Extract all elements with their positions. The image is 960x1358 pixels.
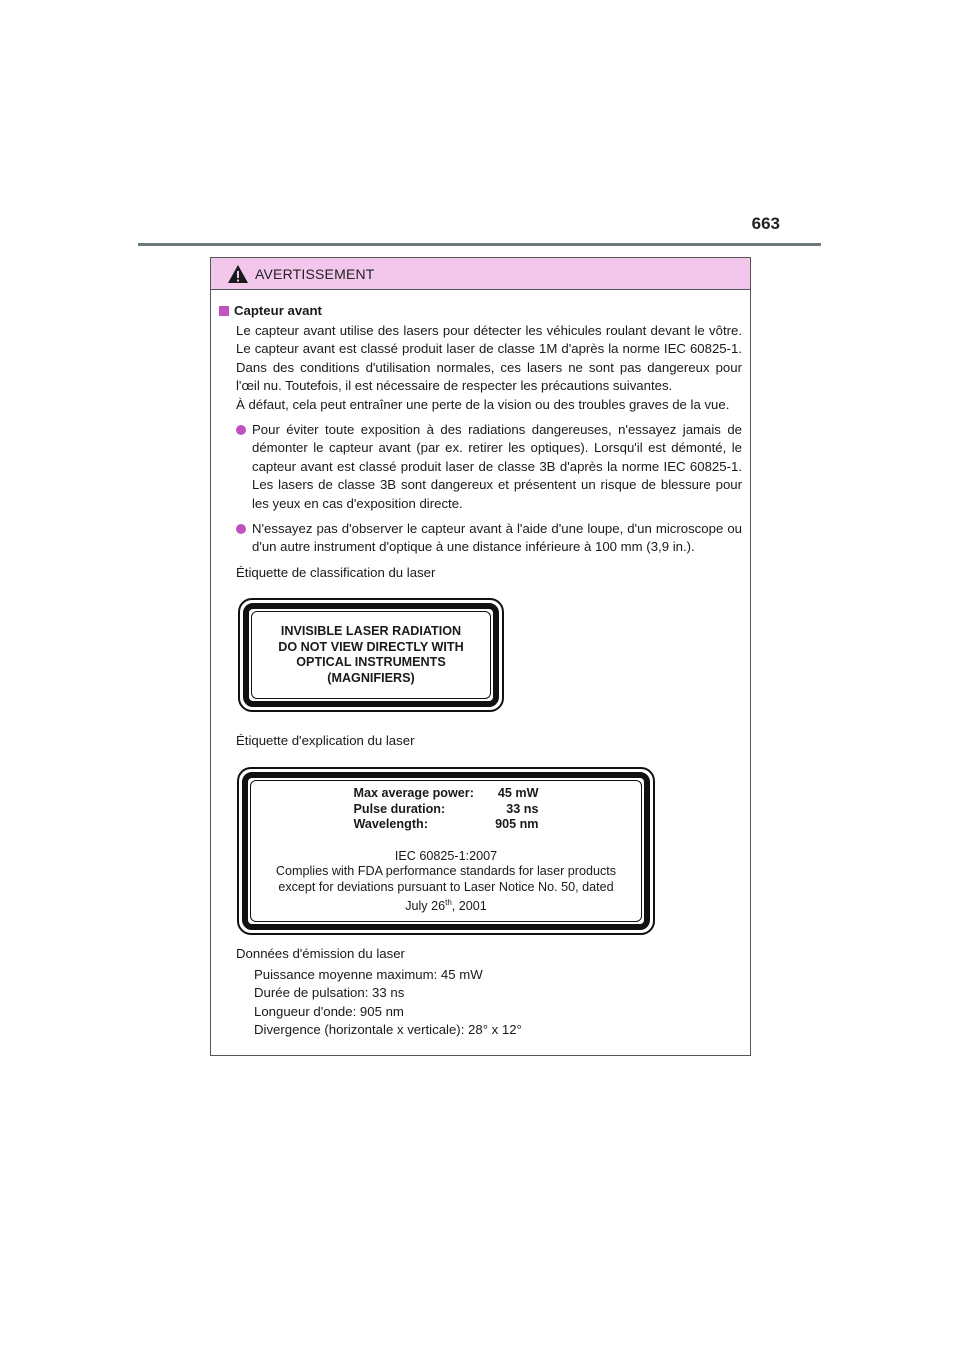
warning-content — [211, 290, 750, 1040]
compliance-date: July 26th, 2001 — [405, 898, 487, 914]
classification-line: INVISIBLE LASER RADIATION — [280, 624, 462, 639]
page-number: 663 — [751, 214, 780, 233]
warning-box — [210, 257, 751, 1056]
dot-bullet-icon — [236, 524, 246, 534]
classification-caption: Étiquette de classification du laser — [236, 564, 436, 580]
spec-row: Max average power: 45 mW — [353, 785, 539, 800]
compliance-line: except for deviations pursuant to Laser Notice No. 50, dated — [278, 879, 614, 894]
classification-line: (MAGNIFIERS) — [327, 670, 415, 685]
classification-line: OPTICAL INSTRUMENTS — [296, 655, 446, 670]
warning-triangle-icon — [227, 264, 249, 284]
intro-paragraph: Le capteur avant utilise des lasers pour détecter les véhicules roulant devant le vôtre. Le capteur avant est classé produit laser de classe 1M d'après la norme IEC 60825-1. Dans des conditions d'utilisation normales, ces lasers ne sont pas dangereux pour l'œil nu. Toutefois, il est nécessaire de respecter les précautions suivantes. — [236, 322, 742, 394]
warning-header — [211, 258, 750, 290]
emission-item: Durée de pulsation: 33 ns — [254, 985, 405, 1001]
classification-label — [238, 598, 504, 712]
emission-list — [236, 966, 742, 1040]
emission-item: Divergence (horizontale x verticale): 28° x 12° — [254, 1022, 522, 1038]
spec-row: Pulse duration: 33 ns — [353, 801, 539, 816]
bullet-item — [236, 520, 742, 557]
emission-item: Puissance moyenne maximum: 45 mW — [254, 966, 483, 982]
header-rule — [138, 243, 821, 246]
square-bullet-icon — [219, 306, 229, 316]
emission-heading: Données d'émission du laser — [236, 945, 405, 961]
explanation-caption: Étiquette d'explication du laser — [236, 733, 415, 749]
classification-line: DO NOT VIEW DIRECTLY WITH — [278, 639, 464, 654]
bullet-item — [236, 421, 742, 514]
standard-text: IEC 60825-1:2007 — [394, 848, 498, 863]
compliance-line: Complies with FDA performance standards for laser products — [275, 864, 617, 879]
dot-bullet-icon — [236, 425, 246, 435]
consequence-text: À défaut, cela peut entraîner une perte de la vision ou des troubles graves de la vue. — [236, 396, 730, 412]
warning-title: AVERTISSEMENT — [255, 265, 375, 282]
section-heading — [218, 302, 742, 321]
spec-row: Wavelength: 905 nm — [353, 817, 539, 832]
section-heading-text: Capteur avant — [234, 303, 322, 318]
emission-item: Longueur d'onde: 905 nm — [254, 1003, 404, 1019]
bullet-text: N'essayez pas d'observer le capteur avant à l'aide d'une loupe, d'un microscope ou d'un autre instrument d'optique à une distance inférieure à 100 mm (3,9 in.). — [252, 520, 742, 555]
bullet-text: Pour éviter toute exposition à des radiations dangereuses, n'essayez jamais de démonter le capteur avant (par ex. retirer les optiques). Lorsqu'il est démonté, le capteur avant est classé produit laser de classe 3B d'après la norme IEC 60825-1. Les lasers de classe 3B sont dangereux et présentent un risque de blessure pour les yeux en cas d'exposition directe. — [252, 421, 742, 511]
explanation-label — [237, 767, 655, 935]
